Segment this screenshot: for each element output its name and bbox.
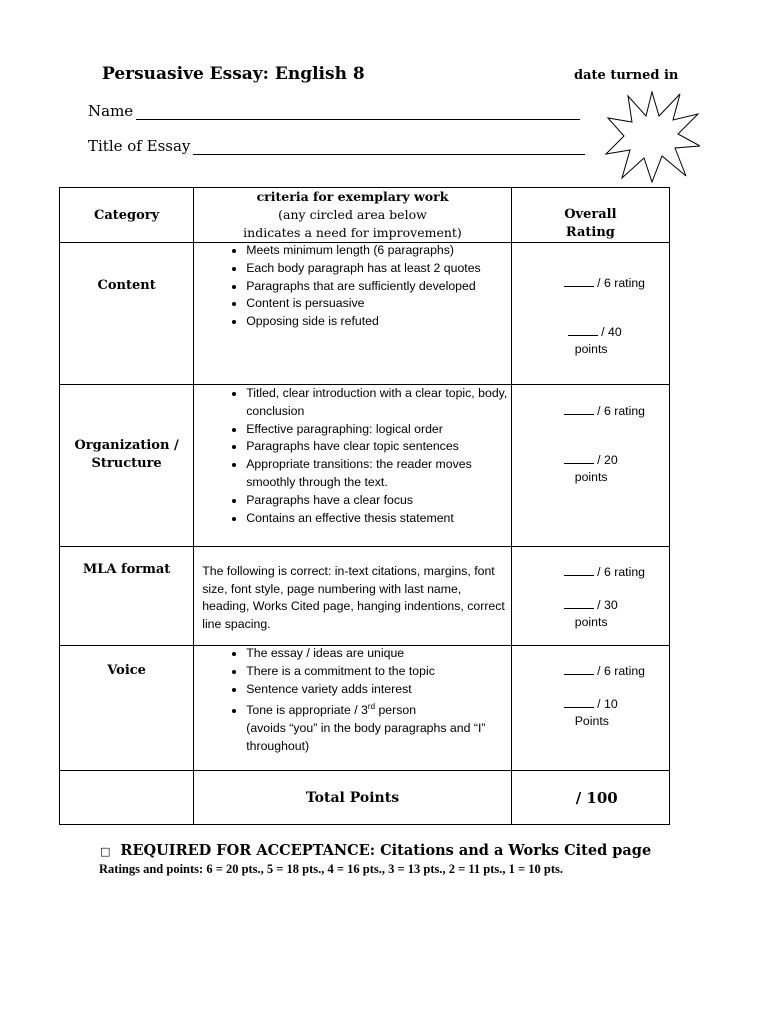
points-line <box>512 596 669 614</box>
category-label: Organization / Structure <box>74 438 179 471</box>
points-unit: points <box>574 470 608 484</box>
table-row <box>60 243 670 385</box>
list-item: • Meets minimum length (6 paragraphs) <box>246 242 511 260</box>
points-blank[interactable] <box>568 323 598 336</box>
rating-text: / 6 rating <box>597 664 646 678</box>
criteria-header-line3: indicates a need for improvement) <box>243 225 462 240</box>
table-row <box>60 646 670 771</box>
rating-blank[interactable] <box>564 563 594 576</box>
points-text: / 40 <box>601 325 622 339</box>
list-item: • The essay / ideas are unique <box>246 645 511 663</box>
list-item: • Paragraphs have clear topic sentences <box>246 438 511 456</box>
rating-blank[interactable] <box>564 662 594 675</box>
list-item: • Opposing side is refuted <box>246 313 511 331</box>
rating-header-line2: Rating <box>565 225 615 240</box>
criteria-header-line1: criteria for exemplary work <box>256 189 449 204</box>
tone-sup: rd <box>367 702 376 712</box>
points-unit: points <box>574 615 608 629</box>
points-line <box>512 695 669 713</box>
rating-text: / 6 rating <box>597 565 646 579</box>
rating-content <box>511 243 669 385</box>
total-points-label: Total Points <box>194 771 512 825</box>
table-row <box>60 385 670 547</box>
header-row <box>60 188 670 243</box>
starburst-icon <box>604 88 700 184</box>
list-item: • Each body paragraph has at least 2 quotes <box>246 260 511 278</box>
list-item: • Appropriate transitions: the reader moves smoothly through the text. <box>246 456 511 492</box>
category-header: Category <box>60 188 194 243</box>
tone-suffix: person <box>375 703 417 718</box>
rating-mla <box>511 547 669 646</box>
date-turned-in-label: date turned in <box>574 68 679 83</box>
points-blank[interactable] <box>564 451 594 464</box>
category-organization <box>60 385 194 547</box>
name-label: Name <box>88 102 134 120</box>
rating-header-line1: Overall <box>564 207 617 222</box>
tone-prefix: Tone is appropriate / 3 <box>246 703 368 718</box>
essay-title-label: Title of Essay <box>88 137 191 155</box>
table-row <box>60 547 670 646</box>
tone-note: (avoids “you” in the body paragraphs and “I” throughout) <box>246 721 486 754</box>
points-text: / 10 <box>597 697 618 711</box>
criteria-organization <box>194 385 512 547</box>
category-content: Content <box>60 243 194 385</box>
points-text: / 30 <box>597 598 618 612</box>
rating-line <box>512 563 669 581</box>
total-empty-cell <box>60 771 194 825</box>
list-item: • Sentence variety adds interest <box>246 681 511 699</box>
ratings-scale: Ratings and points: 6 = 20 pts., 5 = 18 pts., 4 = 16 pts., 3 = 13 pts., 2 = 11 pts., 1 = 10 pts. <box>99 862 563 876</box>
rating-voice <box>511 646 669 771</box>
list-item: • Paragraphs that are sufficiently developed <box>246 278 511 296</box>
required-text: REQUIRED FOR ACCEPTANCE: Citations and a Works Cited page <box>120 842 652 859</box>
rating-line <box>512 402 669 420</box>
essay-title-field[interactable] <box>88 137 585 155</box>
category-voice: Voice <box>60 646 194 771</box>
list-item: • Effective paragraphing: logical order <box>246 421 511 439</box>
total-points-value[interactable]: / 100 <box>511 771 669 825</box>
criteria-voice <box>194 646 512 771</box>
checkbox-icon[interactable]: □ <box>100 845 111 858</box>
list-item <box>246 698 511 755</box>
points-text: / 20 <box>597 453 618 467</box>
rating-header <box>511 188 669 243</box>
list-item: • Titled, clear introduction with a clear topic, body, conclusion <box>246 385 511 421</box>
required-for-acceptance <box>100 842 651 859</box>
points-unit: Points <box>574 714 609 728</box>
rating-text: / 6 rating <box>597 276 646 290</box>
rating-line <box>512 274 669 292</box>
rating-blank[interactable] <box>564 274 594 287</box>
page-title: Persuasive Essay: English 8 <box>102 64 365 84</box>
rating-text: / 6 rating <box>597 404 646 418</box>
list-item: • Contains an effective thesis statement <box>246 510 511 528</box>
points-blank[interactable] <box>564 695 594 708</box>
total-row <box>60 771 670 825</box>
rating-line <box>512 662 669 680</box>
criteria-header-line2: (any circled area below <box>278 207 427 222</box>
category-mla: MLA format <box>60 547 194 646</box>
essay-title-line[interactable] <box>193 140 585 155</box>
points-unit: points <box>574 342 608 356</box>
points-line <box>512 323 669 341</box>
rating-organization <box>511 385 669 547</box>
name-field[interactable] <box>88 102 580 120</box>
points-blank[interactable] <box>564 596 594 609</box>
criteria-mla <box>194 547 512 646</box>
rubric-table <box>59 187 670 825</box>
criteria-header <box>194 188 512 243</box>
points-line <box>512 451 669 469</box>
list-item: • Paragraphs have a clear focus <box>246 492 511 510</box>
list-item: • There is a commitment to the topic <box>246 663 511 681</box>
criteria-content <box>194 243 512 385</box>
name-line[interactable] <box>136 105 580 120</box>
mla-description: The following is correct: in-text citations, margins, font size, font style, page numbering with last name, heading, Works Cited page, hanging indentions, correct line spacing. <box>202 564 505 631</box>
rating-blank[interactable] <box>564 402 594 415</box>
list-item: • Content is persuasive <box>246 295 511 313</box>
